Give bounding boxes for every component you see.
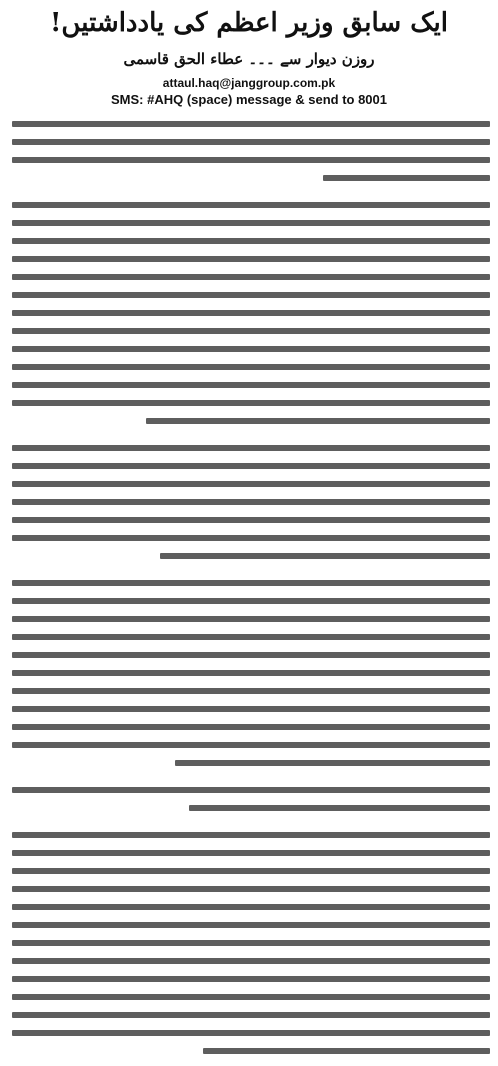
text-line bbox=[12, 868, 490, 874]
text-line bbox=[203, 1048, 490, 1054]
text-line bbox=[12, 724, 490, 730]
text-line bbox=[12, 904, 490, 910]
text-line bbox=[12, 787, 490, 793]
text-line bbox=[12, 580, 490, 586]
text-line bbox=[12, 976, 490, 982]
text-line bbox=[12, 994, 490, 1000]
text-line bbox=[12, 670, 490, 676]
text-line bbox=[12, 220, 490, 226]
text-line bbox=[12, 274, 490, 280]
text-line bbox=[12, 652, 490, 658]
text-line bbox=[12, 598, 490, 604]
text-line bbox=[12, 157, 490, 163]
text-line bbox=[12, 535, 490, 541]
text-line bbox=[12, 328, 490, 334]
text-line bbox=[12, 616, 490, 622]
text-line bbox=[12, 463, 490, 469]
text-line bbox=[12, 238, 490, 244]
text-line bbox=[12, 310, 490, 316]
text-line bbox=[12, 706, 490, 712]
text-line bbox=[12, 292, 490, 298]
text-line bbox=[12, 958, 490, 964]
author-email: attaul.haq@janggroup.com.pk bbox=[162, 76, 336, 90]
text-line bbox=[12, 1012, 490, 1018]
body-paragraph bbox=[8, 121, 490, 193]
article-headline: ایک سابق وزیر اعظم کی یادداشتیں! bbox=[50, 8, 448, 38]
article-page bbox=[0, 4, 498, 987]
body-paragraph bbox=[8, 787, 490, 823]
sms-line: SMS: #AHQ (space) message & send to 8001 bbox=[111, 92, 387, 107]
text-line bbox=[12, 256, 490, 262]
text-line bbox=[12, 481, 490, 487]
text-line bbox=[12, 832, 490, 838]
text-line bbox=[12, 400, 490, 406]
text-line bbox=[160, 553, 490, 559]
text-line bbox=[189, 805, 490, 811]
text-line bbox=[12, 382, 490, 388]
text-line bbox=[12, 202, 490, 208]
text-line bbox=[146, 418, 490, 424]
text-line bbox=[12, 346, 490, 352]
text-line bbox=[12, 517, 490, 523]
text-line bbox=[323, 175, 490, 181]
text-line bbox=[12, 850, 490, 856]
body-paragraph bbox=[8, 202, 490, 436]
text-line bbox=[12, 886, 490, 892]
text-line bbox=[12, 139, 490, 145]
article-body bbox=[8, 121, 490, 1066]
text-line bbox=[12, 445, 490, 451]
text-line bbox=[12, 688, 490, 694]
body-paragraph bbox=[8, 832, 490, 1066]
body-paragraph bbox=[8, 445, 490, 571]
text-line bbox=[12, 742, 490, 748]
text-line bbox=[12, 634, 490, 640]
text-line bbox=[12, 922, 490, 928]
text-line bbox=[12, 121, 490, 127]
article-byline: روزن دیوار سے ۔۔۔ عطاء الحق قاسمی bbox=[123, 50, 375, 68]
text-line bbox=[12, 364, 490, 370]
body-paragraph bbox=[8, 580, 490, 778]
text-line bbox=[175, 760, 490, 766]
text-line bbox=[12, 1030, 490, 1036]
text-line bbox=[12, 499, 490, 505]
text-line bbox=[12, 940, 490, 946]
